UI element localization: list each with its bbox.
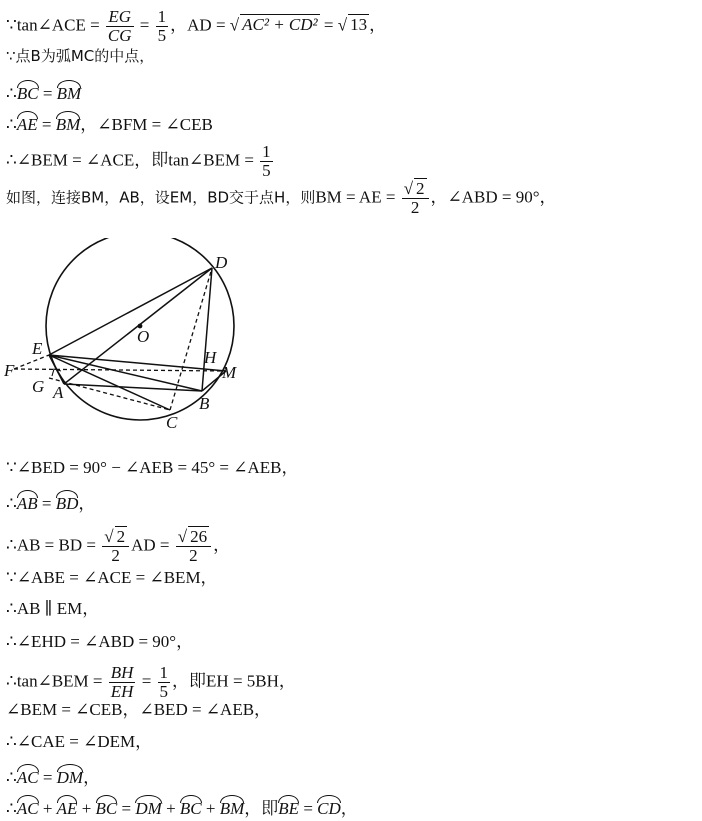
label-H: H [204, 348, 217, 367]
text: ，∠ABD = 90°， [430, 187, 557, 207]
text: 如图，连接BM，AB，设EM，BD交于点H，则 [6, 188, 316, 207]
arc: AE [57, 795, 78, 819]
label-O: O [137, 327, 150, 346]
text: = [37, 494, 56, 513]
fraction [106, 8, 134, 45]
sqrt-body: 2 [116, 527, 126, 546]
line-14: ∠BEM = ∠CEB，∠BED = ∠AEB， [6, 700, 272, 719]
arc: BM [56, 111, 81, 135]
text: ∵tan∠ACE = [6, 15, 104, 35]
text: = [299, 799, 318, 818]
line-9 [6, 528, 230, 565]
line-1: ∵tan∠ACE = $\frac{EG}{CG}$ = $\frac{1}{5}$ ，AD = √ AC² + CD² = √ 13 ， [6, 7, 387, 45]
geometry-figure [4, 238, 254, 438]
line-2: ∵点B为弧MC的中点， [6, 47, 155, 65]
text: ∴ [6, 799, 17, 818]
label-A: A [53, 383, 64, 402]
sqrt-body: 2 [416, 179, 425, 198]
numerator: 1 [262, 142, 271, 161]
line-3 [6, 80, 81, 104]
arc: CD [317, 795, 341, 819]
label-C: C [166, 413, 178, 432]
fraction: $\frac{√ 2}{2}$ [102, 528, 129, 565]
sqrt-body: 13 [350, 15, 368, 35]
label-M: M [222, 363, 237, 382]
line-11: ∴AB ∥ EM， [6, 599, 100, 618]
label-E: E [32, 339, 43, 358]
fraction [158, 664, 171, 701]
text: = [117, 799, 136, 818]
arc: BD [56, 490, 79, 514]
text: = [137, 671, 156, 691]
text: ， [369, 15, 387, 35]
denominator: 5 [262, 161, 271, 180]
text: ，即 [244, 799, 279, 818]
label-G: G [32, 377, 45, 396]
text: + [77, 799, 96, 818]
line-12: ∴∠EHD = ∠ABD = 90°， [6, 632, 194, 651]
text: BM = AE = [315, 187, 400, 207]
denominator: EH [110, 682, 134, 701]
label-B: B [199, 394, 210, 413]
arc: BC [17, 80, 39, 104]
line-4 [6, 111, 213, 135]
fraction [260, 143, 273, 180]
text: = [135, 15, 154, 35]
text: ∴tan∠BEM = [6, 671, 107, 691]
line-5 [6, 143, 275, 180]
denominator: CG [107, 26, 132, 45]
segment-ED [49, 268, 212, 355]
text: ∴ [6, 494, 17, 513]
arc: BC [96, 795, 118, 819]
text: ，AD = [170, 15, 230, 35]
line-15: ∴∠CAE = ∠DEM， [6, 732, 153, 751]
text: ， [78, 494, 96, 513]
segment-EC [49, 355, 170, 410]
sqrt-body: AC² + CD² [242, 15, 318, 35]
numerator: EG [106, 8, 134, 27]
text: + [161, 799, 180, 818]
text: ，∠BFM = ∠CEB [80, 115, 213, 134]
denominator: 5 [157, 26, 167, 45]
fraction: $\frac{√ 26}{2}$ [176, 528, 211, 565]
arc: BC [180, 795, 202, 819]
denominator: 2 [111, 546, 120, 565]
denominator: 5 [159, 682, 169, 701]
arc: BE [278, 795, 299, 819]
text: ∴AB = BD = [6, 535, 101, 555]
text: ，即EH = 5BH， [172, 671, 296, 691]
text: = [38, 768, 57, 787]
segment-EM [49, 355, 226, 371]
numerator: 1 [157, 7, 167, 26]
label-F: F [4, 361, 15, 380]
line-13 [6, 664, 296, 701]
line-7: ∵∠BED = 90° − ∠AEB = 45° = ∠AEB， [6, 458, 299, 477]
text: ， [83, 768, 101, 787]
line-6 [6, 180, 557, 217]
arc: AE [17, 111, 38, 135]
line-17 [6, 795, 358, 819]
text: = [38, 84, 57, 103]
arc: AC [17, 764, 39, 788]
line-10: ∵∠ABE = ∠ACE = ∠BEM， [6, 568, 218, 587]
text: ， [213, 535, 231, 555]
sqrt-body: 26 [190, 527, 208, 546]
text: + [38, 799, 57, 818]
text: ∴∠BEM = ∠ACE，即tan∠BEM = [6, 150, 259, 170]
line-8 [6, 490, 95, 514]
arc: DM [57, 764, 83, 788]
text: = [319, 15, 338, 35]
fraction [109, 664, 136, 701]
text: AD = [131, 535, 174, 555]
arc: AC [17, 795, 39, 819]
fraction [156, 8, 169, 45]
denominator: 2 [410, 198, 420, 217]
arc: AB [17, 490, 38, 514]
text: ， [340, 799, 358, 818]
text: ∴ [6, 84, 17, 103]
arc: BM [57, 80, 82, 104]
denominator: 2 [189, 546, 198, 565]
numerator: 1 [159, 663, 169, 682]
text: ∴ [6, 768, 17, 787]
text: + [201, 799, 220, 818]
text: ∴ [6, 115, 17, 134]
arc: DM [135, 795, 161, 819]
text: = [37, 115, 56, 134]
line-16 [6, 764, 100, 788]
numerator: BH [110, 663, 134, 682]
segment-AD [64, 268, 212, 384]
segment-EB [49, 355, 202, 391]
fraction: $\frac{√ 2}{2}$ [402, 180, 429, 217]
label-D: D [215, 253, 228, 272]
dashed-FM [14, 369, 226, 371]
arc: BM [220, 795, 245, 819]
